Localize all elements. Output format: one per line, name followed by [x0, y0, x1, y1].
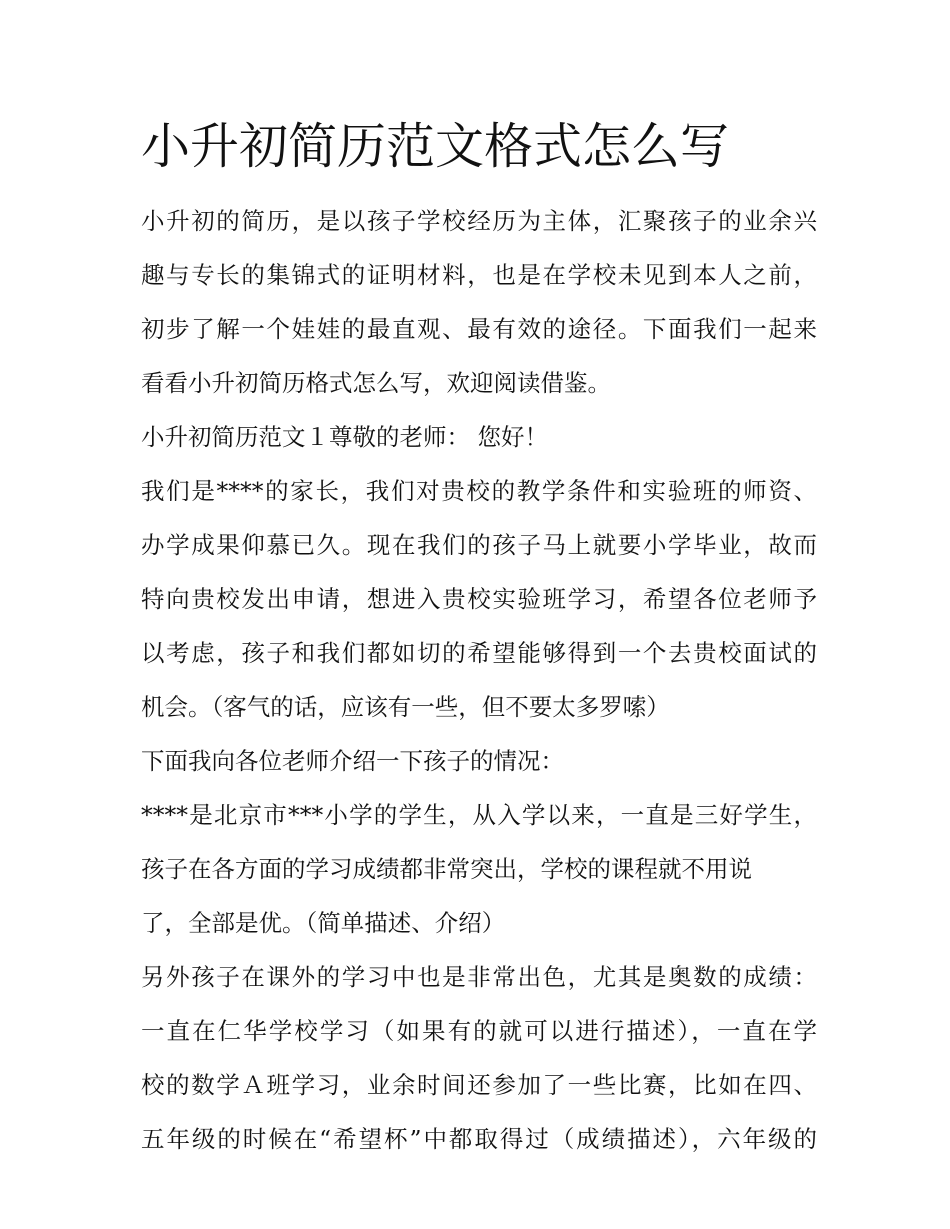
body-line-5: 小升初简历范文１尊敬的老师： 您好！ — [141, 423, 548, 451]
body-line-4: 看看小升初简历格式怎么写，欢迎阅读借鉴。 — [141, 369, 611, 397]
body-line-17: 校的数学Ａ班学习，业余时间还参加了一些比赛，比如在四、 — [141, 1071, 817, 1099]
body-line-9: 以考虑，孩子和我们都如切的希望能够得到一个去贵校面试的 — [141, 639, 817, 667]
body-line-15: 另外孩子在课外的学习中也是非常出色，尤其是奥数的成绩： — [141, 963, 817, 991]
body-line-16: 一直在仁华学校学习（如果有的就可以进行描述），一直在学 — [141, 1017, 817, 1045]
body-line-13: 孩子在各方面的学习成绩都非常突出，学校的课程就不用说 — [141, 855, 752, 883]
document-body — [141, 194, 817, 1166]
body-line-2: 趣与专长的集锦式的证明材料，也是在学校未见到本人之前， — [141, 261, 817, 289]
body-line-7: 办学成果仰慕已久。现在我们的孩子马上就要小学毕业，故而 — [141, 531, 817, 559]
body-line-11: 下面我向各位老师介绍一下孩子的情况： — [141, 747, 564, 775]
body-line-3: 初步了解一个娃娃的最直观、最有效的途径。下面我们一起来 — [141, 315, 817, 343]
document-title: 小升初简历范文格式怎么写 — [141, 118, 730, 175]
body-line-8: 特向贵校发出申请，想进入贵校实验班学习，希望各位老师予 — [141, 585, 817, 613]
body-line-10: 机会。（客气的话，应该有一些，但不要太多罗嗦） — [141, 693, 670, 721]
body-line-14: 了，全部是优。（简单描述、介绍） — [141, 909, 506, 937]
body-line-6: 我们是****的家长，我们对贵校的教学条件和实验班的师资、 — [141, 477, 817, 505]
body-line-12: ****是北京市***小学的学生，从入学以来，一直是三好学生， — [141, 801, 817, 829]
body-line-1: 小升初的简历，是以孩子学校经历为主体，汇聚孩子的业余兴 — [141, 207, 817, 235]
body-line-18: 五年级的时候在“希望杯”中都取得过（成绩描述），六年级的 — [141, 1125, 817, 1153]
